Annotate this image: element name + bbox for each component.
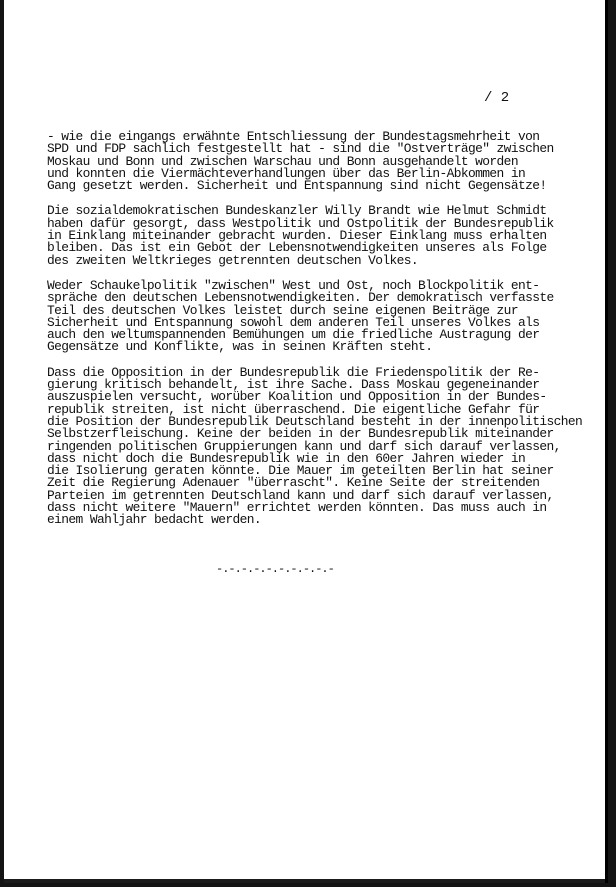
paragraph-opposition: Dass die Opposition in der Bundesrepublik die Friedenspolitik der Re- gierung kritisch behandelt, ist ihre Sache. Dass Moskau gegeneinander auszuspielen versucht, worüber Koalition und Opposition in der Bundes- republik streiten, ist nicht überraschend. Die eigentliche Gefahr für die Position der Bundesrepublik Deutschland besteht in der innenpolitischen Selbstzerfleischung. Keine der beiden in der Bundesrepublik miteinander ringenden politischen Gruppierungen kann und darf sich darauf verlassen, dass nicht doch die Bundesrepublik wie in den 60er Jahren wieder in die Isolierung geraten könnte. Die Mauer im geteilten Berlin hat seiner Zeit die Regierung Adenauer "überrascht". Keine Seite der streitenden Parteien im getrennten Deutschland kann und darf sich darauf verlassen, dass nicht weitere "Mauern" errichtet werden könnten. Das muss auch in einem Wahljahr bedacht werden. (47, 364, 583, 528)
paragraph-ostvertraege: - wie die eingangs erwähnte Entschliessung der Bundestagsmehrheit von SPD und FDP sachlich festgestellt hat - sind die "Ostverträge" zwischen Moskau und Bonn und zwischen Warschau und Bonn ausgehandelt worden und konnten die Viermächteverhandlungen über das Berlin-Abkommen in Gang gesetzt werden. Sicherheit und Entspannung sind nicht Gegensätze! (47, 129, 554, 194)
document-body (47, 131, 602, 540)
document-page (4, 0, 608, 883)
paragraph-bundeskanzler: Die sozialdemokratischen Bundeskanzler Willy Brandt wie Helmut Schmidt haben dafür gesorgt, dass Westpolitik und Ostpolitik der Bundesrepublik in Einklang miteinander gebracht wurden. Dieser Einklang muss erhalten bleiben. Das ist ein Gebot der Lebensnotwendigkeiten unseres als Folge des zweiten Weltkrieges getrennten deutschen Volkes. (47, 203, 554, 268)
page-number: / 2 (484, 90, 510, 106)
paragraph-schaukelpolitik: Weder Schaukelpolitik "zwischen" West und Ost, noch Blockpolitik ent- spräche den deutschen Lebensnotwendigkeiten. Der demokratisch verfasste Teil des deutschen Volkes leistet durch seine eigenen Beiträge zur Sicherheit und Entspannung sowohl dem anderen Teil unseres Volkes als auch den weltumspannenden Bemühungen um die friedliche Austragung der Gegensätze und Konflikte, was in seinen Kräften steht. (47, 277, 554, 355)
page-bottom-edge (4, 879, 605, 883)
closing-mark: -.-.-.-.-.-.-.-.-.- (216, 562, 334, 576)
